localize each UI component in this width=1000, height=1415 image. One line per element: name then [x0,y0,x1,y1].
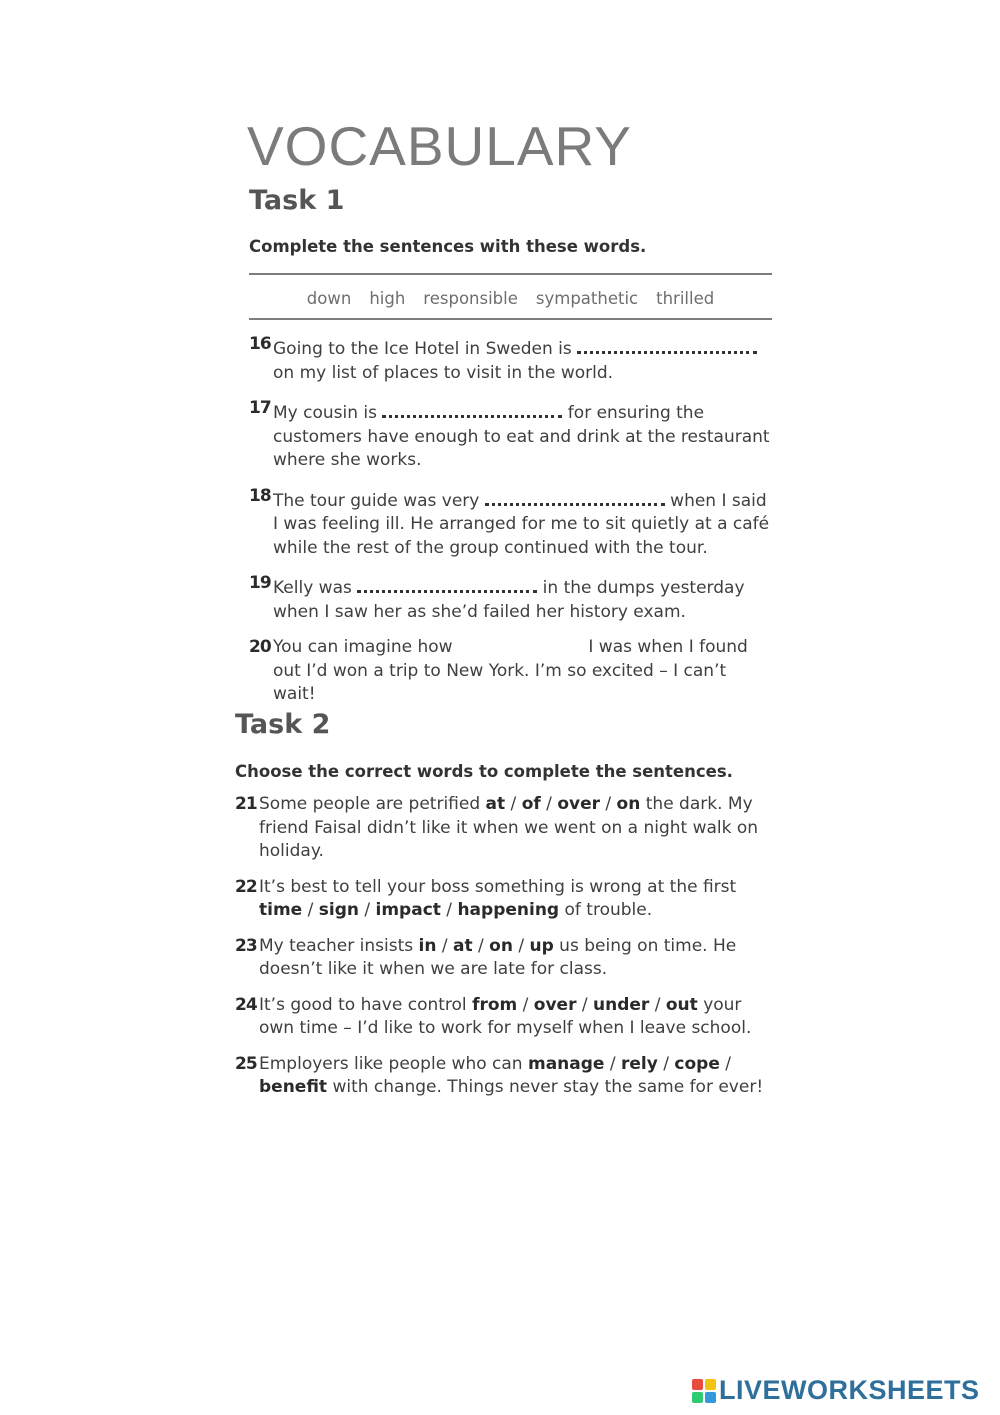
answer-option[interactable]: in [418,935,437,956]
sentence-before: My cousin is [273,403,383,423]
item-number: 21 [235,794,257,814]
sentence-after: the dark. My friend Faisal didn’t like it when we went on a night walk on holiday. [259,794,759,861]
word-box-top-rule [249,273,772,275]
item-number: 24 [235,994,257,1015]
task1-item [249,485,774,561]
option-separator: / [540,794,558,814]
answer-option[interactable]: sign [318,900,359,920]
answer-option[interactable]: of [521,794,541,814]
answer-option[interactable]: happening [457,900,560,920]
sentence-before: It’s good to have control [259,994,473,1015]
sentence-before: Some people are petrified [259,794,486,814]
task1-item [249,333,774,385]
item-number: 25 [235,1053,257,1074]
option-separator: / [517,994,534,1015]
item-number: 20 [249,637,271,657]
answer-option[interactable]: out [665,994,698,1015]
item-number: 23 [235,935,257,956]
sentence-before: Going to the Ice Hotel in Sweden is [273,339,578,359]
sentence-before: Employers like people who can [259,1053,528,1074]
option-separator: / [512,935,530,956]
option-separator: / [576,994,594,1015]
task2-instruction: Choose the correct words to complete the sentences. [235,762,733,781]
answer-gap[interactable] [577,333,757,354]
option-separator: / [657,1053,675,1074]
task2-item [235,1053,765,1100]
answer-option[interactable]: up [529,935,554,956]
word-bank-item: thrilled [656,288,715,308]
task2-item [235,935,765,982]
task2-item [235,876,765,923]
answer-option[interactable]: over [557,794,600,814]
sentence-after: when I said I was feeling ill. He arranged for me to sit quietly at a café while the rest of the group continued with the tour. [273,490,770,558]
option-separator: / [604,1053,622,1074]
answer-option[interactable]: at [453,935,473,956]
option-separator: / [505,794,522,814]
answer-option[interactable]: rely [621,1053,658,1074]
liveworksheets-logo-text: LIVEWORKSHEETS [719,1375,980,1405]
option-separator: / [472,935,490,956]
task2-item [235,994,765,1041]
option-separator: / [436,935,453,956]
page-title: VOCABULARY [247,115,632,177]
task1-instruction: Complete the sentences with these words. [249,237,647,256]
task1-list [249,333,774,719]
answer-option[interactable]: time [259,900,303,920]
task1-item [249,636,774,707]
task1-item [249,572,774,624]
answer-gap[interactable] [485,485,665,506]
answer-option[interactable]: at [485,794,506,814]
option-separator: / [302,900,319,920]
word-bank-item: high [369,288,406,308]
sentence-before: You can imagine how [273,637,458,657]
sentence-after: your own time – I’d like to work for myself when I leave school. [259,994,752,1038]
task1-item [249,397,774,473]
sentence-after: us being on time. He doesn’t like it when we are late for class. [259,935,737,979]
answer-option[interactable]: from [472,994,518,1015]
answer-option[interactable]: over [533,994,577,1015]
item-number: 19 [249,573,271,593]
sentence-after: with change. Things never stay the same for ever! [327,1077,764,1097]
sentence-after: of trouble. [559,900,653,920]
liveworksheets-logo [692,1375,980,1406]
sentence-after: in the dumps yesterday when I saw her as she’d failed her history exam. [273,578,745,622]
task1-heading: Task 1 [249,185,345,216]
task2-item [235,793,765,864]
sentence-before: It’s best to tell your boss something is wrong at the first [259,876,737,897]
option-separator: / [719,1053,731,1074]
answer-option[interactable]: on [489,935,513,956]
answer-gap[interactable] [357,572,537,593]
option-separator: / [440,900,458,920]
item-number: 22 [235,876,257,897]
item-number: 17 [249,398,271,418]
option-separator: / [649,994,666,1015]
item-number: 16 [249,334,271,354]
word-box-bottom-rule [249,318,772,320]
word-bank-item: sympathetic [535,288,639,308]
sentence-before: The tour guide was very [273,490,485,511]
answer-option[interactable]: on [616,794,641,814]
answer-option[interactable]: under [593,994,650,1015]
sentence-before: My teacher insists [259,935,419,956]
option-separator: / [600,794,617,814]
sentence-after: I was when I found out I’d won a trip to New York. I’m so excited – I can’t wait! [273,637,748,704]
answer-gap[interactable] [382,397,562,418]
liveworksheets-logo-icon [692,1379,716,1403]
task2-list [235,793,765,1112]
answer-option[interactable]: benefit [259,1077,328,1097]
answer-option[interactable]: impact [375,900,441,920]
answer-option[interactable]: manage [528,1053,605,1074]
sentence-after: for ensuring the customers have enough to eat and drink at the restaurant where she works. [273,403,770,470]
sentence-after: on my list of places to visit in the world. [273,362,614,383]
task2-heading: Task 2 [235,709,331,740]
item-number: 18 [249,485,271,506]
word-box [249,283,772,313]
word-bank-item: down [306,288,352,308]
option-separator: / [358,900,376,920]
sentence-before: Kelly was [273,578,358,598]
word-bank-item: responsible [423,288,518,308]
answer-option[interactable]: cope [674,1053,720,1074]
